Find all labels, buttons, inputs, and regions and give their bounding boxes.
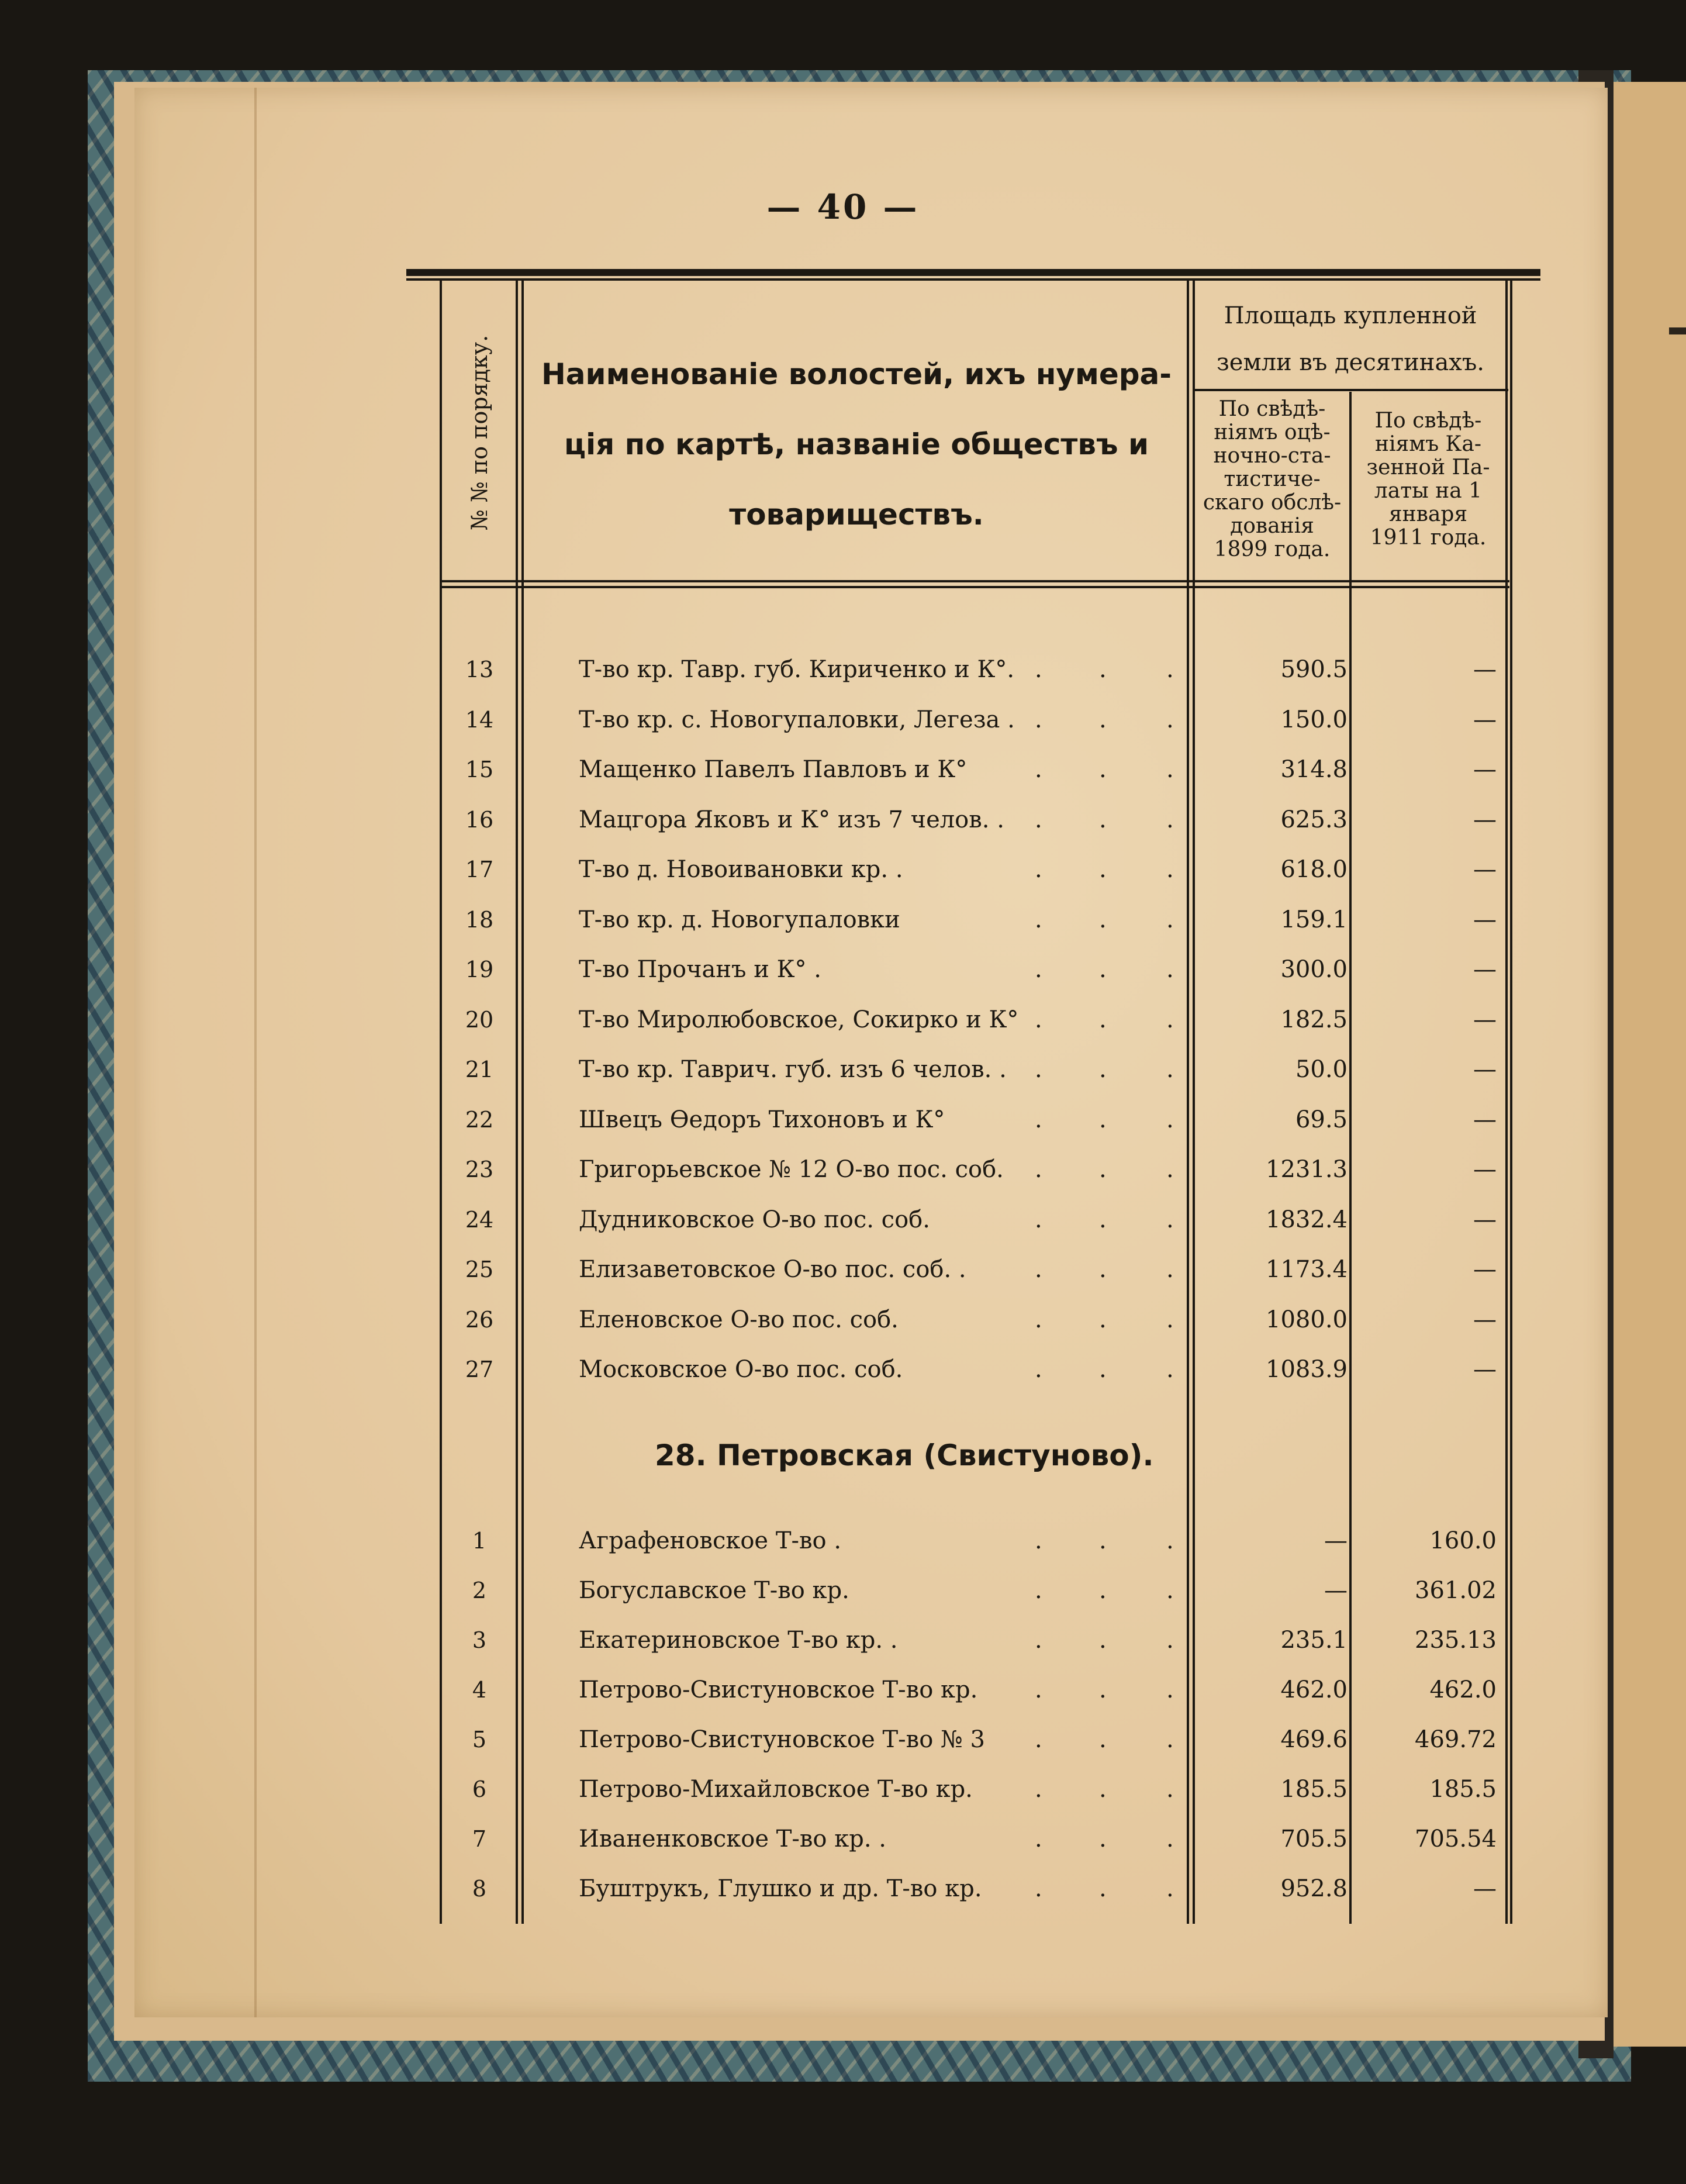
row-name: Аграфеновское Т-во . xyxy=(579,1527,842,1554)
header-sub-line: 1911 года. xyxy=(1370,526,1487,550)
leader-dot: . xyxy=(1035,1106,1042,1133)
table-row xyxy=(0,1249,1686,1290)
leader-dot: . xyxy=(1166,1527,1174,1554)
row-area-1899: — xyxy=(1324,1577,1348,1604)
row-number: 16 xyxy=(465,806,494,833)
row-area-1899: 50.0 xyxy=(1295,1056,1348,1083)
row-number: 6 xyxy=(472,1776,487,1802)
row-area-1899: 1083.9 xyxy=(1266,1356,1348,1383)
row-number: 15 xyxy=(465,757,494,782)
header-sub-line: По свѣдѣ- xyxy=(1218,397,1326,421)
table-top-rule-thin xyxy=(406,278,1540,281)
row-area-1911: 185.5 xyxy=(1429,1776,1497,1803)
row-area-1899: 185.5 xyxy=(1280,1776,1348,1803)
row-area-1911: 462.0 xyxy=(1429,1676,1497,1703)
row-area-1899: 590.5 xyxy=(1280,656,1348,683)
row-number: 19 xyxy=(465,957,494,982)
row-area-1899: 952.8 xyxy=(1280,1875,1348,1902)
row-area-1911: — xyxy=(1473,756,1497,783)
row-number: 21 xyxy=(465,1057,494,1082)
leader-dot: . xyxy=(1166,1306,1174,1333)
row-name: Богуславское Т-во кр. xyxy=(579,1577,849,1604)
row-number: 20 xyxy=(465,1006,494,1033)
header-bottom-rule xyxy=(440,580,1509,582)
leader-dot: . xyxy=(1099,756,1107,783)
leader-dot: . xyxy=(1166,1156,1174,1183)
leader-dot: . xyxy=(1099,956,1107,983)
row-name: Т-во кр. с. Новогупаловки, Легеза . xyxy=(579,706,1015,733)
table-row xyxy=(0,949,1686,990)
row-area-1899: 69.5 xyxy=(1295,1106,1348,1133)
row-area-1899: 1832.4 xyxy=(1266,1206,1348,1233)
leader-dot: . xyxy=(1099,856,1107,883)
header-sub-line: дованія xyxy=(1230,514,1314,538)
leader-dot: . xyxy=(1035,1156,1042,1183)
header-sub-line: ночно-ста- xyxy=(1213,444,1331,468)
row-name: Мацгора Яковъ и К° изъ 7 челов. . xyxy=(579,806,1004,833)
row-number: 14 xyxy=(465,706,494,733)
leader-dot: . xyxy=(1099,1306,1107,1333)
column-header-name xyxy=(526,339,1187,550)
header-sub-line: скаго обслѣ- xyxy=(1203,491,1342,515)
row-number: 23 xyxy=(465,1157,494,1182)
table-row xyxy=(0,1819,1686,1859)
table-row xyxy=(0,1669,1686,1710)
row-name: Т-во кр. д. Новогупаловки xyxy=(579,906,900,933)
leader-dot: . xyxy=(1099,1256,1107,1283)
leader-dot: . xyxy=(1166,1627,1174,1654)
leader-dot: . xyxy=(1035,756,1042,783)
leader-dot: . xyxy=(1099,656,1107,683)
leader-dot: . xyxy=(1035,706,1042,733)
leader-dot: . xyxy=(1099,1776,1107,1803)
row-number: 17 xyxy=(465,857,494,882)
row-area-1911: 235.13 xyxy=(1415,1627,1497,1654)
row-name: Петрово-Свистуновское Т-во кр. xyxy=(579,1676,978,1703)
column-header-name-line: товариществъ. xyxy=(729,498,984,532)
row-area-1911: — xyxy=(1473,1206,1497,1233)
row-area-1899: — xyxy=(1324,1527,1348,1554)
leader-dot: . xyxy=(1166,1875,1174,1902)
row-area-1911: — xyxy=(1473,656,1497,683)
table-row xyxy=(0,749,1686,790)
page-number: — 40 — xyxy=(766,187,920,227)
leader-dot: . xyxy=(1166,1206,1174,1233)
leader-dot: . xyxy=(1099,1676,1107,1703)
section-title: 28. Петровская (Свистуново). xyxy=(655,1438,1154,1472)
column-header-area-line: Площадь купленной xyxy=(1224,302,1477,329)
table-row xyxy=(0,899,1686,940)
row-area-1911: — xyxy=(1473,956,1497,983)
table-row xyxy=(0,1520,1686,1561)
leader-dot: . xyxy=(1099,1056,1107,1083)
leader-dot: . xyxy=(1099,1106,1107,1133)
table-row xyxy=(0,999,1686,1040)
row-area-1911: — xyxy=(1473,1256,1497,1283)
facing-page-mark xyxy=(1669,327,1686,334)
leader-dot: . xyxy=(1035,656,1042,683)
row-area-1899: 618.0 xyxy=(1280,856,1348,883)
leader-dot: . xyxy=(1166,1056,1174,1083)
leader-dot: . xyxy=(1099,1577,1107,1604)
leader-dot: . xyxy=(1035,1577,1042,1604)
column-header-number xyxy=(436,292,523,573)
row-area-1911: — xyxy=(1473,856,1497,883)
leader-dot: . xyxy=(1166,1776,1174,1803)
row-area-1899: 1080.0 xyxy=(1266,1306,1348,1333)
leader-dot: . xyxy=(1035,1776,1042,1803)
table-row xyxy=(0,1049,1686,1090)
row-area-1911: 705.54 xyxy=(1415,1826,1497,1852)
leader-dot: . xyxy=(1099,806,1107,833)
row-name: Т-во кр. Таврич. губ. изъ 6 челов. . xyxy=(579,1056,1007,1083)
leader-dot: . xyxy=(1035,1256,1042,1283)
column-header-area-1911 xyxy=(1352,409,1505,550)
row-name: Екатериновское Т-во кр. . xyxy=(579,1627,898,1654)
table-row xyxy=(0,1769,1686,1810)
row-number: 22 xyxy=(465,1106,494,1133)
row-area-1911: — xyxy=(1473,806,1497,833)
leader-dot: . xyxy=(1035,1206,1042,1233)
row-area-1899: 300.0 xyxy=(1280,956,1348,983)
table-row xyxy=(0,1349,1686,1390)
header-sub-line: ніямъ Ка- xyxy=(1374,432,1482,456)
leader-dot: . xyxy=(1166,706,1174,733)
table-top-rule xyxy=(406,269,1540,276)
row-area-1899: 625.3 xyxy=(1280,806,1348,833)
table-row xyxy=(0,1299,1686,1340)
row-number: 18 xyxy=(465,906,494,933)
row-name: Буштрукъ, Глушко и др. Т-во кр. xyxy=(579,1875,982,1902)
leader-dot: . xyxy=(1035,806,1042,833)
row-name: Т-во д. Новоивановки кр. . xyxy=(579,856,903,883)
header-sub-line: 1899 года. xyxy=(1214,537,1331,561)
leader-dot: . xyxy=(1099,1356,1107,1383)
leader-dot: . xyxy=(1035,856,1042,883)
leader-dot: . xyxy=(1099,906,1107,933)
leader-dot: . xyxy=(1099,1156,1107,1183)
row-number: 4 xyxy=(472,1677,487,1703)
row-number: 5 xyxy=(472,1727,487,1752)
table-row xyxy=(0,1868,1686,1909)
leader-dot: . xyxy=(1099,706,1107,733)
leader-dot: . xyxy=(1035,1676,1042,1703)
leader-dot: . xyxy=(1166,656,1174,683)
leader-dot: . xyxy=(1166,1006,1174,1033)
row-number: 2 xyxy=(472,1578,487,1603)
leader-dot: . xyxy=(1166,1577,1174,1604)
table-row xyxy=(0,1620,1686,1661)
row-name: Петрово-Михайловское Т-во кр. xyxy=(579,1776,973,1803)
row-area-1911: — xyxy=(1473,1306,1497,1333)
row-name: Т-во кр. Тавр. губ. Кириченко и К°. xyxy=(579,656,1015,683)
header-sub-line: латы на 1 xyxy=(1374,479,1483,503)
leader-dot: . xyxy=(1035,1875,1042,1902)
column-header-number-text: № № по порядку. xyxy=(467,334,493,531)
row-area-1899: 1231.3 xyxy=(1266,1156,1348,1183)
row-name: Швецъ Ѳедоръ Тихоновъ и К° xyxy=(579,1106,945,1133)
leader-dot: . xyxy=(1035,906,1042,933)
column-header-name-line: Наименованіе волостей, ихъ нумера- xyxy=(541,357,1172,391)
table-row xyxy=(0,849,1686,890)
column-header-area-line: земли въ десятинахъ. xyxy=(1216,349,1485,376)
leader-dot: . xyxy=(1035,1627,1042,1654)
leader-dot: . xyxy=(1035,1726,1042,1753)
leader-dot: . xyxy=(1099,1627,1107,1654)
row-number: 8 xyxy=(472,1876,487,1902)
leader-dot: . xyxy=(1099,1726,1107,1753)
leader-dot: . xyxy=(1099,1826,1107,1852)
row-area-1911: — xyxy=(1473,1106,1497,1133)
leader-dot: . xyxy=(1035,1006,1042,1033)
leader-dot: . xyxy=(1099,1527,1107,1554)
leader-dot: . xyxy=(1035,1306,1042,1333)
column-header-area-1899 xyxy=(1196,398,1349,561)
leader-dot: . xyxy=(1099,1006,1107,1033)
row-number: 13 xyxy=(465,657,494,682)
row-number: 7 xyxy=(472,1826,487,1852)
leader-dot: . xyxy=(1166,1726,1174,1753)
row-number: 24 xyxy=(465,1206,494,1233)
row-area-1911: — xyxy=(1473,906,1497,933)
leader-dot: . xyxy=(1035,1356,1042,1383)
header-sub-line: января xyxy=(1388,502,1468,526)
row-number: 25 xyxy=(465,1257,494,1282)
row-area-1911: 361.02 xyxy=(1415,1577,1497,1604)
leader-dot: . xyxy=(1166,956,1174,983)
row-name: Петрово-Свистуновское Т-во № 3 xyxy=(579,1726,985,1753)
row-name: Мащенко Павелъ Павловъ и К° xyxy=(579,756,968,783)
row-area-1911: — xyxy=(1473,1875,1497,1902)
row-name: Т-во Прочанъ и К° . xyxy=(579,956,821,983)
header-sub-line: зенной Па- xyxy=(1366,456,1490,479)
leader-dot: . xyxy=(1166,1256,1174,1283)
row-area-1899: 150.0 xyxy=(1280,706,1348,733)
leader-dot: . xyxy=(1099,1206,1107,1233)
row-area-1899: 182.5 xyxy=(1280,1006,1348,1033)
row-number: 26 xyxy=(465,1306,494,1333)
column-header-area xyxy=(1193,292,1508,386)
leader-dot: . xyxy=(1166,1676,1174,1703)
row-area-1899: 235.1 xyxy=(1280,1627,1348,1654)
row-area-1911: — xyxy=(1473,1056,1497,1083)
leader-dot: . xyxy=(1166,1826,1174,1852)
row-name: Еленовское О-во пос. соб. xyxy=(579,1306,899,1333)
row-name: Дудниковское О-во пос. соб. xyxy=(579,1206,930,1233)
row-area-1911: — xyxy=(1473,706,1497,733)
row-number: 3 xyxy=(472,1627,487,1653)
table-row xyxy=(0,1199,1686,1240)
area-header-rule xyxy=(1193,389,1508,391)
row-area-1899: 469.6 xyxy=(1280,1726,1348,1753)
leader-dot: . xyxy=(1166,806,1174,833)
header-bottom-rule-2 xyxy=(440,586,1509,588)
leader-dot: . xyxy=(1166,856,1174,883)
row-area-1899: 314.8 xyxy=(1280,756,1348,783)
table-row xyxy=(0,699,1686,740)
leader-dot: . xyxy=(1099,1875,1107,1902)
leader-dot: . xyxy=(1166,1106,1174,1133)
table-row xyxy=(0,1099,1686,1140)
leader-dot: . xyxy=(1035,1527,1042,1554)
leader-dot: . xyxy=(1035,1826,1042,1852)
row-area-1899: 705.5 xyxy=(1280,1826,1348,1852)
leader-dot: . xyxy=(1166,1356,1174,1383)
leader-dot: . xyxy=(1035,1056,1042,1083)
row-name: Иваненковское Т-во кр. . xyxy=(579,1826,886,1852)
row-area-1911: — xyxy=(1473,1156,1497,1183)
table-row xyxy=(0,1149,1686,1190)
row-area-1899: 159.1 xyxy=(1280,906,1348,933)
leader-dot: . xyxy=(1166,906,1174,933)
header-sub-line: тистиче- xyxy=(1224,467,1321,491)
header-sub-line: По свѣдѣ- xyxy=(1374,409,1482,433)
row-area-1911: 469.72 xyxy=(1415,1726,1497,1753)
row-number: 1 xyxy=(472,1528,487,1554)
row-area-1911: — xyxy=(1473,1356,1497,1383)
column-header-name-line: ція по картѣ, названіе обществъ и xyxy=(564,427,1149,461)
table-row xyxy=(0,649,1686,690)
row-name: Григорьевское № 12 О-во пос. соб. xyxy=(579,1156,1004,1183)
table-row xyxy=(0,1719,1686,1760)
row-name: Т-во Миролюбовское, Сокирко и К° xyxy=(579,1006,1019,1033)
header-sub-line: ніямъ оцѣ- xyxy=(1214,420,1331,444)
leader-dot: . xyxy=(1035,956,1042,983)
row-area-1911: — xyxy=(1473,1006,1497,1033)
row-area-1899: 462.0 xyxy=(1280,1676,1348,1703)
leader-dot: . xyxy=(1166,756,1174,783)
row-area-1911: 160.0 xyxy=(1429,1527,1497,1554)
row-area-1899: 1173.4 xyxy=(1266,1256,1348,1283)
row-name: Московское О-во пос. соб. xyxy=(579,1356,903,1383)
table-row xyxy=(0,1570,1686,1611)
row-number: 27 xyxy=(465,1357,494,1382)
row-name: Елизаветовское О-во пос. соб. . xyxy=(579,1256,966,1283)
table-row xyxy=(0,799,1686,840)
